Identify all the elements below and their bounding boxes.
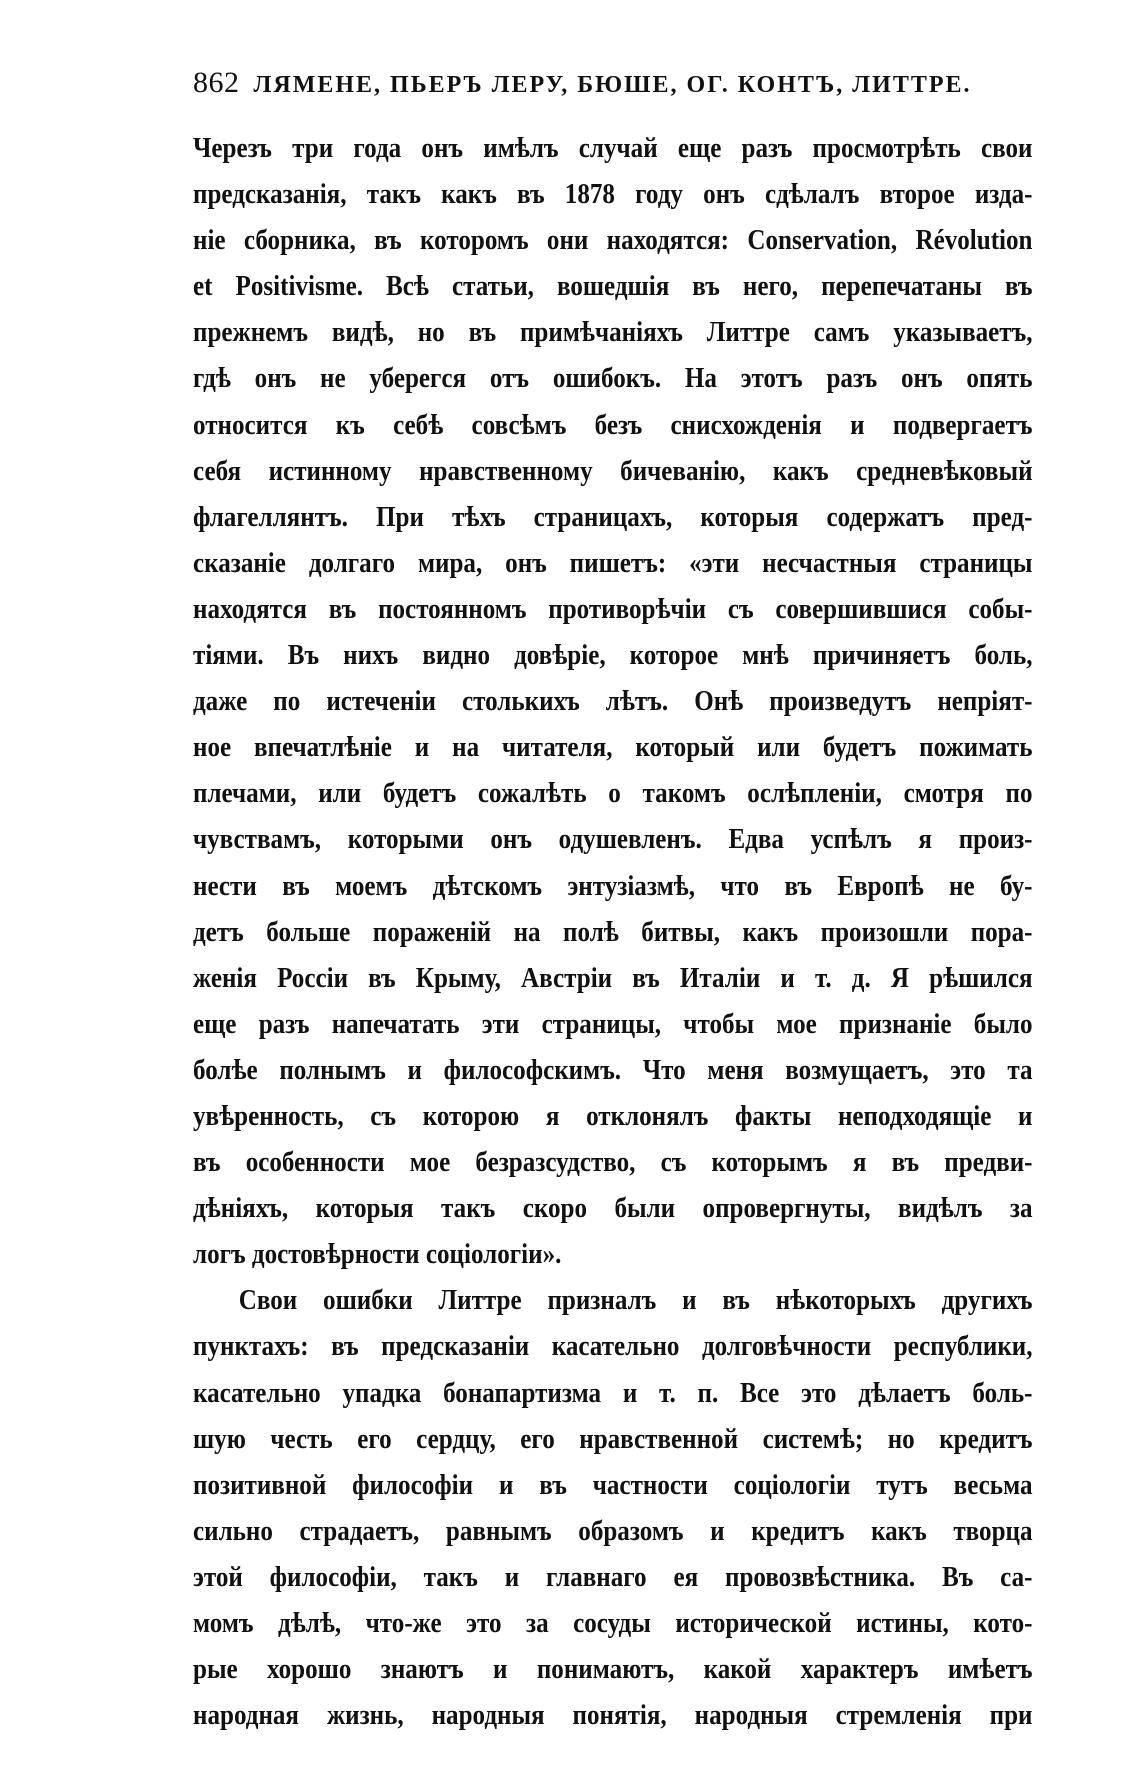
text-line: увѣренность, съ которою я отклонялъ факты неподходящіе и [193, 1100, 1033, 1132]
text-line: женія Россіи въ Крыму, Австріи въ Италіи и т. д. Я рѣшился [193, 962, 1033, 994]
text-line: плечами, или будетъ сожалѣть о такомъ ослѣпленіи, смотря по [193, 778, 1033, 810]
text-line: гдѣ онъ не уберегся отъ ошибокъ. На этотъ разъ онъ опять [193, 363, 1033, 395]
text-line: момъ дѣлѣ, что-же это за сосуды исторической истины, кото- [193, 1608, 1033, 1639]
body-text [193, 126, 1033, 1739]
text-line: находятся въ постоянномъ противорѣчіи съ совершившися собы- [193, 593, 1033, 625]
paragraph [193, 1278, 1033, 1739]
paragraph [193, 126, 1033, 1278]
text-line: рые хорошо знаютъ и понимаютъ, какой характеръ имѣетъ [193, 1654, 1033, 1686]
text-line: въ особенности мое безразсудство, съ которымъ я въ предви- [193, 1147, 1033, 1179]
text-line: чувствамъ, которыми онъ одушевленъ. Едва успѣлъ я произ- [193, 824, 1033, 856]
text-line: болѣе полнымъ и философскимъ. Что меня возмущаетъ, это та [193, 1054, 1033, 1086]
text-line: себя истинному нравственному бичеванію, какъ средневѣковый [193, 455, 1033, 487]
text-line: пунктахъ: въ предсказаніи касательно долговѣчности республики, [193, 1331, 1033, 1363]
text-line: еще разъ напечатать эти страницы, чтобы мое признаніе было [193, 1008, 1033, 1040]
text-line: Черезъ три года онъ имѣлъ случай еще разъ просмотрѣть свои [193, 133, 1033, 164]
text-line: Свои ошибки Литтре призналъ и въ нѣкоторыхъ другихъ [238, 1285, 1033, 1317]
text-line: народная жизнь, народныя понятія, народныя стремленія при [193, 1700, 1033, 1732]
text-line: предсказанія, такъ какъ въ 1878 году онъ сдѣлалъ второе изда- [193, 179, 1033, 211]
text-line: сказаніе долгаго мира, онъ пишетъ: «эти несчастныя страницы [193, 547, 1033, 579]
running-head [193, 66, 1033, 110]
text-line: этой философіи, такъ и главнаго ея провозвѣстника. Въ са- [193, 1561, 1033, 1593]
text-line: флагеллянтъ. При тѣхъ страницахъ, которыя содержатъ пред- [193, 501, 1033, 533]
text-line: даже по истеченіи столькихъ лѣтъ. Онѣ произведутъ непріят- [193, 686, 1033, 718]
text-line: тіями. Въ нихъ видно довѣріе, которое мнѣ причиняетъ боль, [193, 640, 1033, 672]
text-line: позитивной философіи и въ частности соціологіи тутъ весьма [193, 1469, 1033, 1501]
text-line: дѣніяхъ, которыя такъ скоро были опровергнуты, видѣлъ за [193, 1193, 1033, 1225]
text-line: ніе сборника, въ которомъ они находятся: Conservation, Révolution [193, 225, 1033, 257]
text-line: детъ больше пораженій на полѣ битвы, какъ произошли пора- [193, 916, 1033, 948]
text-line: шую честь его сердцу, его нравственной системѣ; но кредитъ [193, 1423, 1033, 1455]
text-line: прежнемъ видѣ, но въ примѣчаніяхъ Литтре самъ указываетъ, [193, 317, 1033, 349]
text-line: касательно упадка бонапартизма и т. п. Все это дѣлаетъ боль- [193, 1377, 1033, 1409]
text-line: нести въ моемъ дѣтскомъ энтузіазмѣ, что въ Европѣ не бу- [193, 870, 1033, 902]
book-page [193, 66, 1033, 1739]
running-title: ЛЯМЕНЕ, ПЬЕРЪ ЛЕРУ, БЮШЕ, ОГ. КОНТЪ, ЛИТТРЕ. [253, 72, 972, 98]
text-line: et Positivisme. Всѣ статьи, вошедшія въ него, перепечатаны въ [193, 271, 1033, 303]
text-line: относится къ себѣ совсѣмъ безъ снисхожденія и подвергаетъ [193, 409, 1033, 441]
page-number: 862 [193, 66, 240, 99]
text-line: сильно страдаетъ, равнымъ образомъ и кредитъ какъ творца [193, 1515, 1033, 1547]
text-line: логъ достовѣрности соціологіи». [193, 1239, 562, 1271]
text-line: ное впечатлѣніе и на читателя, который или будетъ пожимать [193, 732, 1033, 764]
